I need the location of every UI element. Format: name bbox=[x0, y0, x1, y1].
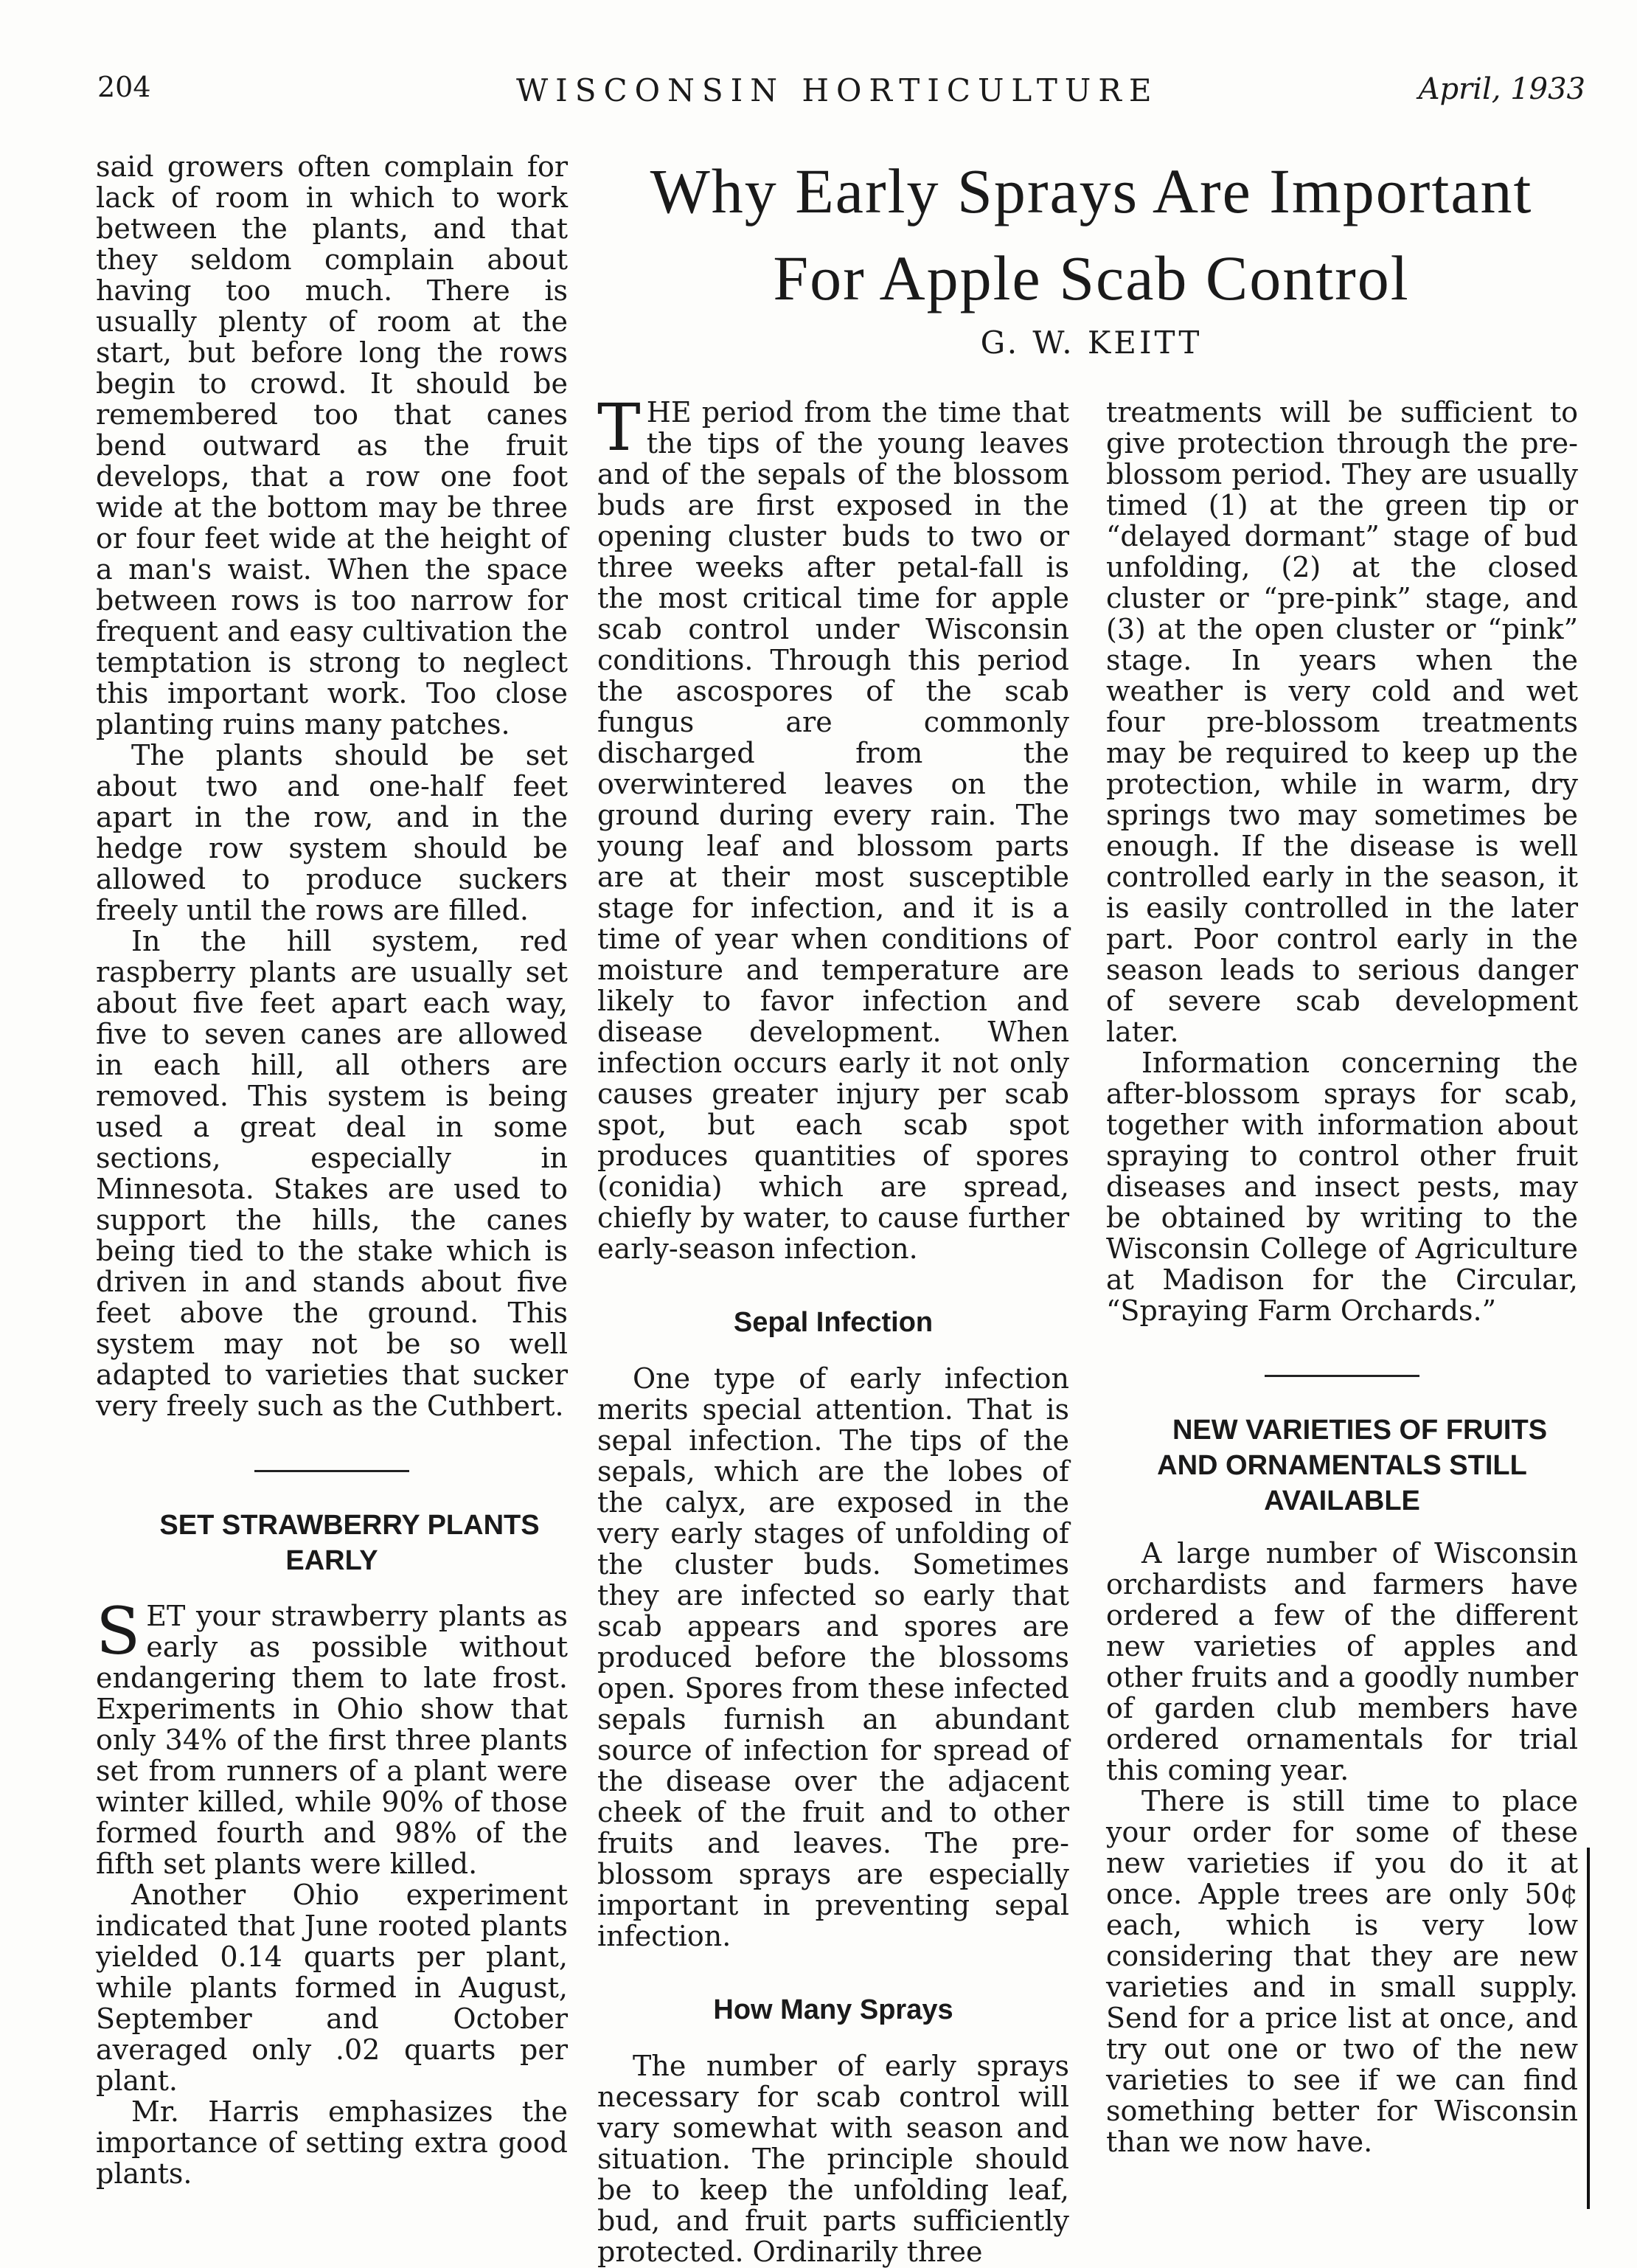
drop-cap: S bbox=[96, 1593, 141, 1669]
paragraph: said growers often complain for lack of room in which to work between the plants, and that they seldom complain about having too much. There is usually plenty of room at the start, but before long the rows begin to crowd. It should be remembered too that canes bend outward as the fruit develops, that a row one foot wide at the bottom may be three or four feet wide at the height of a man's waist. When the space between rows is too narrow for frequent and easy cultivation the temptation is strong to neglect this important work. Too close planting ruins many patches. bbox=[96, 150, 568, 741]
page-number: 204 bbox=[97, 71, 151, 103]
running-title: WISCONSIN HORTICULTURE bbox=[516, 72, 1159, 108]
paragraph: Information concerning the after-blossom sprays for scab, together with information about spraying to control other fruit diseases and insect pests, may be obtained by writing to the Wisconsin College of Agriculture at Madison for the Circular, “Spraying Farm Orchards.” bbox=[1106, 1047, 1578, 1327]
paragraph: In the hill system, red raspberry plants are usually set about five feet apart each way, five to seven canes are allowed in each hill, all others are removed. This system is being used a great deal in some sections, especially in Minnesota. Stakes are used to support the hills, the canes being tied to the stake which is driven in and stands about five feet above the ground. This system may not be so well adapted to varieties that sucker very freely such as the Cuthbert. bbox=[96, 925, 568, 1422]
column-middle bbox=[597, 389, 1069, 2268]
article-title bbox=[601, 148, 1582, 322]
strawberry-heading: SET STRAWBERRY PLANTS EARLY bbox=[159, 1510, 540, 1576]
column-left bbox=[96, 151, 568, 2189]
section-divider bbox=[254, 1470, 409, 1472]
paragraph: A large number of Wisconsin orchardists and farmers have ordered a few of the different new varieties of apples and other fruits and a goodly number of garden club members have ordered ornamentals for trial this coming year. bbox=[1106, 1537, 1578, 1786]
new-varieties-heading: NEW VARIETIES OF FRUITS AND ORNAMENTALS STILL AVAILABLE bbox=[1157, 1415, 1548, 1516]
paragraph: SET your strawberry plants as early as possible without endangering them to late frost. Experiments in Ohio show that only 34% of the first three plants set from runners of a plant were winter killed, while 90% of those formed fourth and 98% of the fifth set plants were killed. bbox=[96, 1593, 568, 1880]
paragraph: One type of early infection merits special attention. That is sepal infection. The tips of the sepals, which are the lobes of the calyx, are exposed in the very early stages of unfolding of the cluster buds. Sometimes they are infected so early that scab appears and spores are produced before the blossoms open. Spores from these infected sepals furnish an abundant source of infection for spread of the disease over the adjacent cheek of the fruit and to other fruits and leaves. The pre-blossom sprays are especially important in preventing sepal infection. bbox=[597, 1362, 1069, 1952]
paragraph: THE period from the time that the tips of the young leaves and of the sepals of the blossom buds are first exposed in the opening cluster buds to two or three weeks after petal-fall is the most critical time for apple scab control under Wisconsin conditions. Through this period the ascospores of the scab fungus are commonly discharged from the overwintered leaves on the ground during every rain. The young leaf and blossom parts are at their most susceptible stage for infection, and it is a time of year when conditions of moisture and temperature are likely to favor infection and disease development. When infection occurs early it not only causes greater injury per scab spot, but each scab spot produces quantities of spores (conidia) which are spread, chiefly by water, to cause further early-season infection. bbox=[597, 389, 1069, 1265]
paragraph: The number of early sprays necessary for scab control will vary somewhat with season and situation. The principle should be to keep the unfolding leaf, bud, and fruit parts sufficiently protected. Ordinarily three bbox=[597, 2050, 1069, 2268]
sepal-infection-heading: Sepal Infection bbox=[733, 1307, 934, 1338]
section-divider bbox=[1265, 1375, 1419, 1377]
paragraph: There is still time to place your order for some of these new varieties if you do it at once. Apple trees are only 50¢ each, which is very low considering that they are new varieties and in small supply. Send for a price list at once, and try out one or two of the new varieties to see if we can find something better for Wisconsin than we now have. bbox=[1106, 1785, 1578, 2158]
title-line: For Apple Scab Control bbox=[773, 243, 1410, 313]
how-many-sprays-heading: How Many Sprays bbox=[713, 1994, 953, 2025]
title-line: Why Early Sprays Are Important bbox=[650, 156, 1533, 226]
issue-date: April, 1933 bbox=[1418, 72, 1585, 106]
paragraph: The plants should be set about two and one-half feet apart in the row, and in the hedge row system should be allowed to produce suckers freely until the rows are filled. bbox=[96, 739, 568, 926]
column-right bbox=[1106, 397, 1578, 2157]
paragraph: treatments will be sufficient to give protection through the pre-blossom period. They are usually timed (1) at the green tip or “delayed dormant” stage of bud unfolding, (2) at the closed cluster or “pre-pink” stage, and (3) at the open cluster or “pink” stage. In years when the weather is very cold and wet four pre-blossom treatments may be required to keep up the protection, while in warm, dry springs two may sometimes be enough. If the disease is well controlled early in the season, it is easily controlled in the later part. Poor control early in the season leads to serious danger of severe scab development later. bbox=[1106, 396, 1578, 1048]
article-author: G. W. KEITT bbox=[980, 325, 1203, 361]
drop-cap: T bbox=[597, 389, 641, 465]
paragraph: Mr. Harris emphasizes the importance of setting extra good plants. bbox=[96, 2095, 568, 2190]
paragraph: Another Ohio experiment indicated that June rooted plants yielded 0.14 quarts per plant, while plants formed in August, September and October averaged only .02 quarts per plant. bbox=[96, 1879, 568, 2097]
page-edge-mark bbox=[1587, 1848, 1590, 2209]
